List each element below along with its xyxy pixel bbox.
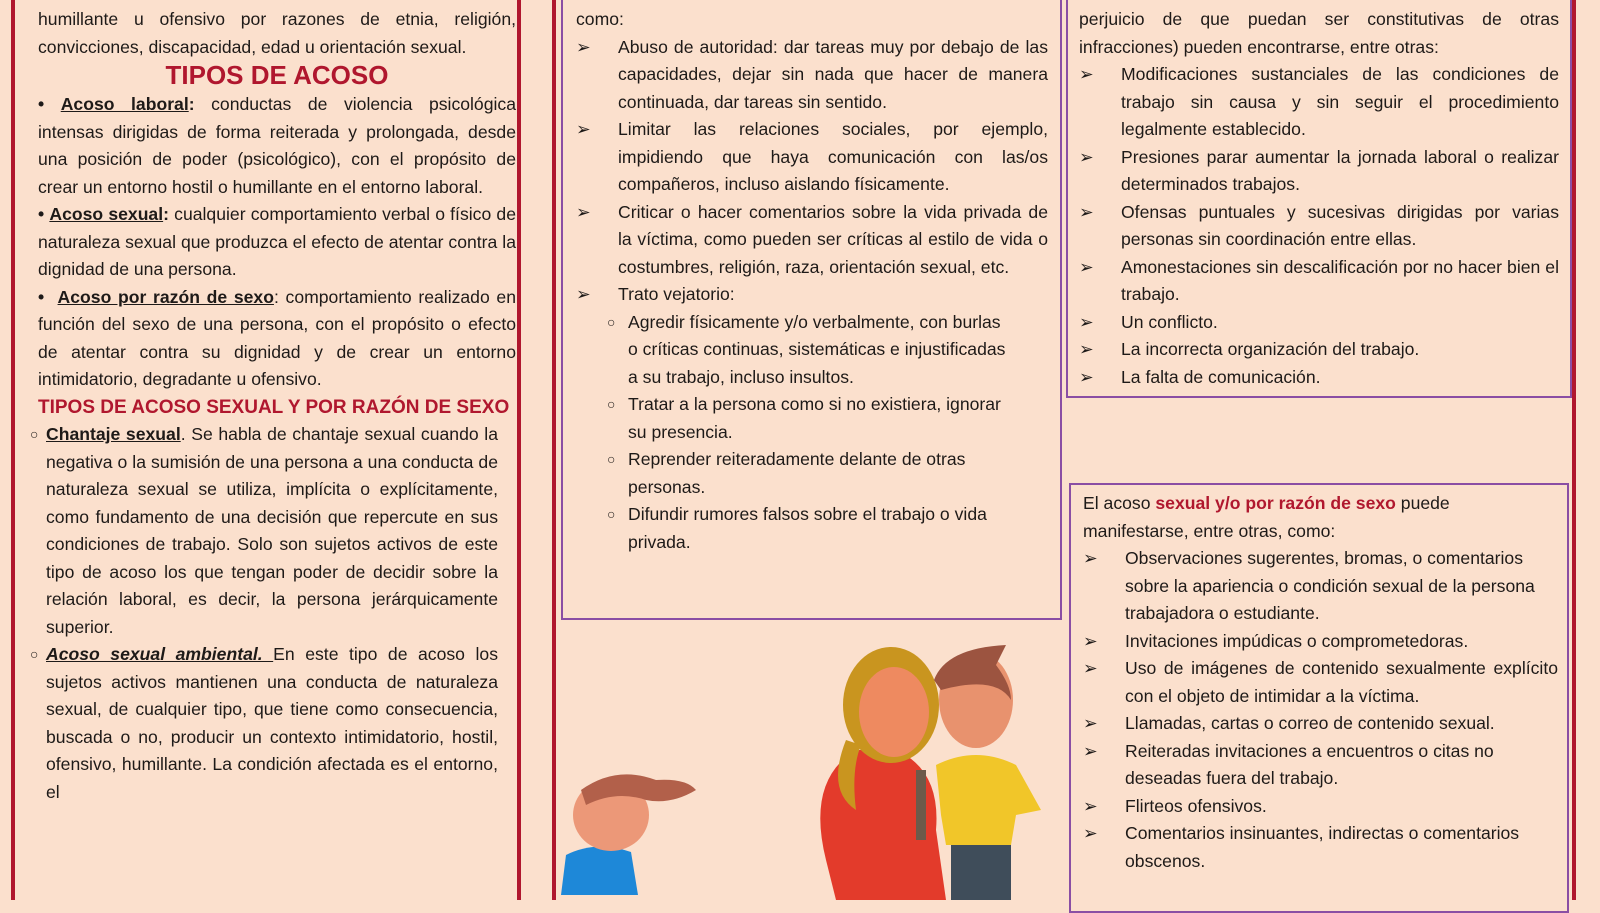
item-text: La incorrecta organización del trabajo. <box>1121 339 1420 359</box>
middle-text <box>576 6 1048 556</box>
item-text: Reiteradas invitaciones a encuentros o citas no deseadas fuera del trabajo. <box>1125 740 1494 788</box>
item-text: Presiones parar aumentar la jornada laboral o realizar determinados trabajos. <box>1121 146 1559 194</box>
sexual-harassment-examples-list <box>1083 545 1558 875</box>
item-text: Amonestaciones sin descalificación por no hacer bien el trabajo. <box>1121 256 1559 304</box>
intro-highlight: sexual y/o por razón de sexo <box>1155 493 1396 513</box>
list-item <box>1083 710 1558 738</box>
list-item <box>1079 364 1559 392</box>
man-figure <box>934 645 1041 900</box>
arrow-bullet-icon: ➢ <box>1079 256 1094 277</box>
term: Acoso sexual ambiental. <box>46 644 274 664</box>
item-text: Abuso de autoridad: dar tareas muy por debajo de las capacidades, dejar sin nada que hacer de manera continuada, dar tareas sin sentido. <box>618 36 1048 112</box>
list-item <box>1083 793 1558 821</box>
child-figure <box>561 774 696 895</box>
arrow-bullet-icon: ➢ <box>1079 339 1094 359</box>
right-bottom-intro <box>1083 490 1558 545</box>
term: Acoso laboral <box>60 94 189 114</box>
definition: conductas de violencia psicológica intensas dirigidas de forma reiterada y prolongada, desde una posición de poder (psicológico), con el propósito de crear un entorno hostil o humillante en el entorno laboral. <box>38 94 516 197</box>
sexual-harassment-types-list <box>30 421 498 806</box>
list-item <box>1079 254 1559 309</box>
list-item <box>576 199 1048 282</box>
list-item <box>1083 738 1558 793</box>
harassment-behaviours-list <box>576 34 1048 309</box>
definition: . Se habla de chantaje sexual cuando la negativa o la sumisión de una persona a una conducta de naturaleza sexual se utiliza, implícita o explícitamente, como fundamento de una decisión que repercute en sus condiciones de trabajo. Solo son sujetos activos de este tipo de acoso los que tengan poder de decidir sobre la relación laboral, es decir, la persona jerárquicamente superior. <box>46 424 498 637</box>
right-top-intro: perjuicio de que puedan ser constitutivas de otras infracciones) pueden encontrarse, entre otras: <box>1079 9 1559 57</box>
arrow-bullet-icon: ➢ <box>1083 630 1098 651</box>
arrow-bullet-icon: ➢ <box>576 36 591 57</box>
arrow-bullet-icon: ➢ <box>1083 795 1098 816</box>
list-item <box>1083 820 1558 875</box>
arrow-bullet-icon: ➢ <box>1079 64 1094 84</box>
arrow-bullet-icon: ➢ <box>1079 311 1094 332</box>
list-item <box>30 641 498 806</box>
definition: cualquier comportamiento verbal o físico de naturaleza sexual que produzca el efecto de atentar contra la dignidad de una persona. <box>38 204 516 279</box>
circle-bullet-icon: ○ <box>30 426 39 442</box>
list-item <box>1083 545 1558 628</box>
item-text: Agredir físicamente y/o verbalmente, con burlas o críticas continuas, sistemáticas e injustificadas a su trabajo, incluso insultos. <box>628 311 1006 387</box>
circle-bullet-icon: ○ <box>607 313 616 330</box>
list-item <box>1079 61 1559 144</box>
arrow-bullet-icon: ➢ <box>1079 366 1094 387</box>
sep: : <box>163 204 169 224</box>
left-intro: humillante u ofensivo por razones de etnia, religión, convicciones, discapacidad, edad u orientación sexual. <box>38 9 516 57</box>
list-item <box>1083 655 1558 710</box>
item-text: Trato vejatorio: <box>618 284 735 304</box>
arrow-bullet-icon: ➢ <box>1083 740 1098 761</box>
item-text: Invitaciones impúdicas o comprometedoras. <box>1125 630 1469 651</box>
bullet-icon: • <box>38 286 45 307</box>
arrow-bullet-icon: ➢ <box>1083 713 1098 733</box>
left-panel <box>30 6 517 806</box>
harassment-types-list <box>38 91 516 394</box>
left-panel-border-right <box>517 0 521 900</box>
circle-bullet-icon: ○ <box>607 451 616 467</box>
list-item <box>607 391 1007 446</box>
sep: : <box>188 94 195 114</box>
woman-figure <box>820 647 946 900</box>
trato-vejatorio-sublist <box>607 309 1007 557</box>
list-item <box>38 284 516 394</box>
item-text: Criticar o hacer comentarios sobre la vida privada de la víctima, como pueden ser críticas al estilo de vida o costumbres, religión, raza, orientación sexual, etc. <box>618 201 1048 277</box>
arrow-bullet-icon: ➢ <box>1083 658 1098 678</box>
circle-bullet-icon: ○ <box>30 646 39 662</box>
definition: En este tipo de acoso los sujetos activos mantienen una conducta de naturaleza sexual, de cualquier tipo, que tiene como consecuencia, buscada o no, producir un contexto intimidatorio, hostil, ofensivo, humillante. La condición afectada es el entorno, el <box>46 644 498 802</box>
item-text: Modificaciones sustanciales de las condiciones de trabajo sin causa y sin seguir el procedimiento legalmente establecido. <box>1121 64 1559 139</box>
list-item <box>607 446 1007 501</box>
item-text: Flirteos ofensivos. <box>1125 795 1267 816</box>
item-text: Uso de imágenes de contenido sexualmente explícito con el objeto de intimidar a la víctima. <box>1125 658 1558 706</box>
not-harassment-list <box>1079 61 1559 391</box>
people-illustration <box>556 640 1066 900</box>
bullet-icon: • <box>38 204 45 224</box>
item-text: Llamadas, cartas o correo de contenido sexual. <box>1125 713 1495 733</box>
arrow-bullet-icon: ➢ <box>576 201 591 222</box>
list-item <box>30 421 498 641</box>
item-text: Difundir rumores falsos sobre el trabajo o vida privada. <box>628 504 987 552</box>
list-item <box>1079 336 1559 364</box>
item-text: La falta de comunicación. <box>1121 366 1321 387</box>
arrow-bullet-icon: ➢ <box>576 119 591 139</box>
item-text: Observaciones sugerentes, bromas, o comentarios sobre la apariencia o condición sexual de la persona trabajadora o estudiante. <box>1125 548 1535 623</box>
right-bottom-text <box>1083 490 1558 875</box>
item-text: Reprender reiteradamente delante de otras personas. <box>628 449 966 497</box>
intro-pre: El acoso <box>1083 493 1156 513</box>
circle-bullet-icon: ○ <box>607 396 616 412</box>
arrow-bullet-icon: ➢ <box>1083 548 1098 568</box>
item-text: Comentarios insinuantes, indirectas o comentarios obscenos. <box>1125 823 1520 871</box>
list-item <box>1079 199 1559 254</box>
list-item <box>576 34 1048 117</box>
list-item <box>1079 144 1559 199</box>
arrow-bullet-icon: ➢ <box>1083 823 1098 843</box>
definition: : comportamiento realizado en función del sexo de una persona, con el propósito o efecto de atentar contra su dignidad y de crear un entorno intimidatorio, degradante u ofensivo. <box>38 286 517 389</box>
list-item <box>38 201 516 284</box>
arrow-bullet-icon: ➢ <box>1079 201 1094 222</box>
term: Acoso sexual <box>49 204 164 224</box>
item-text: Ofensas puntuales y sucesivas dirigidas por varias personas sin coordinación entre ellas. <box>1121 201 1559 249</box>
item-text: Tratar a la persona como si no existiera, ignorar su presencia. <box>628 394 1001 442</box>
list-item <box>607 309 1007 392</box>
term: Acoso por razón de sexo <box>57 286 274 307</box>
arrow-bullet-icon: ➢ <box>1079 146 1094 167</box>
list-item <box>38 91 516 201</box>
right-top-text <box>1079 6 1559 391</box>
item-text: Un conflicto. <box>1121 311 1218 332</box>
middle-intro: como: <box>576 9 624 29</box>
right-panel-border-right <box>1572 0 1576 900</box>
list-item <box>1083 628 1558 656</box>
bullet-icon: • <box>38 94 45 114</box>
list-item <box>576 116 1048 199</box>
arrow-bullet-icon: ➢ <box>576 284 591 304</box>
intro-post: puede manifestarse, entre otras, como: <box>1083 493 1450 541</box>
list-item <box>607 501 1007 556</box>
left-panel-border-left <box>11 0 15 900</box>
sexual-harassment-types-heading: TIPOS DE ACOSO SEXUAL Y POR RAZÓN DE SEXO <box>38 396 510 418</box>
circle-bullet-icon: ○ <box>607 506 616 522</box>
term: Chantaje sexual <box>46 424 181 444</box>
list-item <box>1079 309 1559 337</box>
list-item <box>576 281 1048 309</box>
item-text: Limitar las relaciones sociales, por ejemplo, impidiendo que haya comunicación con las/os compañeros, incluso aislando físicamente. <box>618 119 1048 194</box>
tipos-de-acoso-heading: TIPOS DE ACOSO <box>165 60 389 90</box>
